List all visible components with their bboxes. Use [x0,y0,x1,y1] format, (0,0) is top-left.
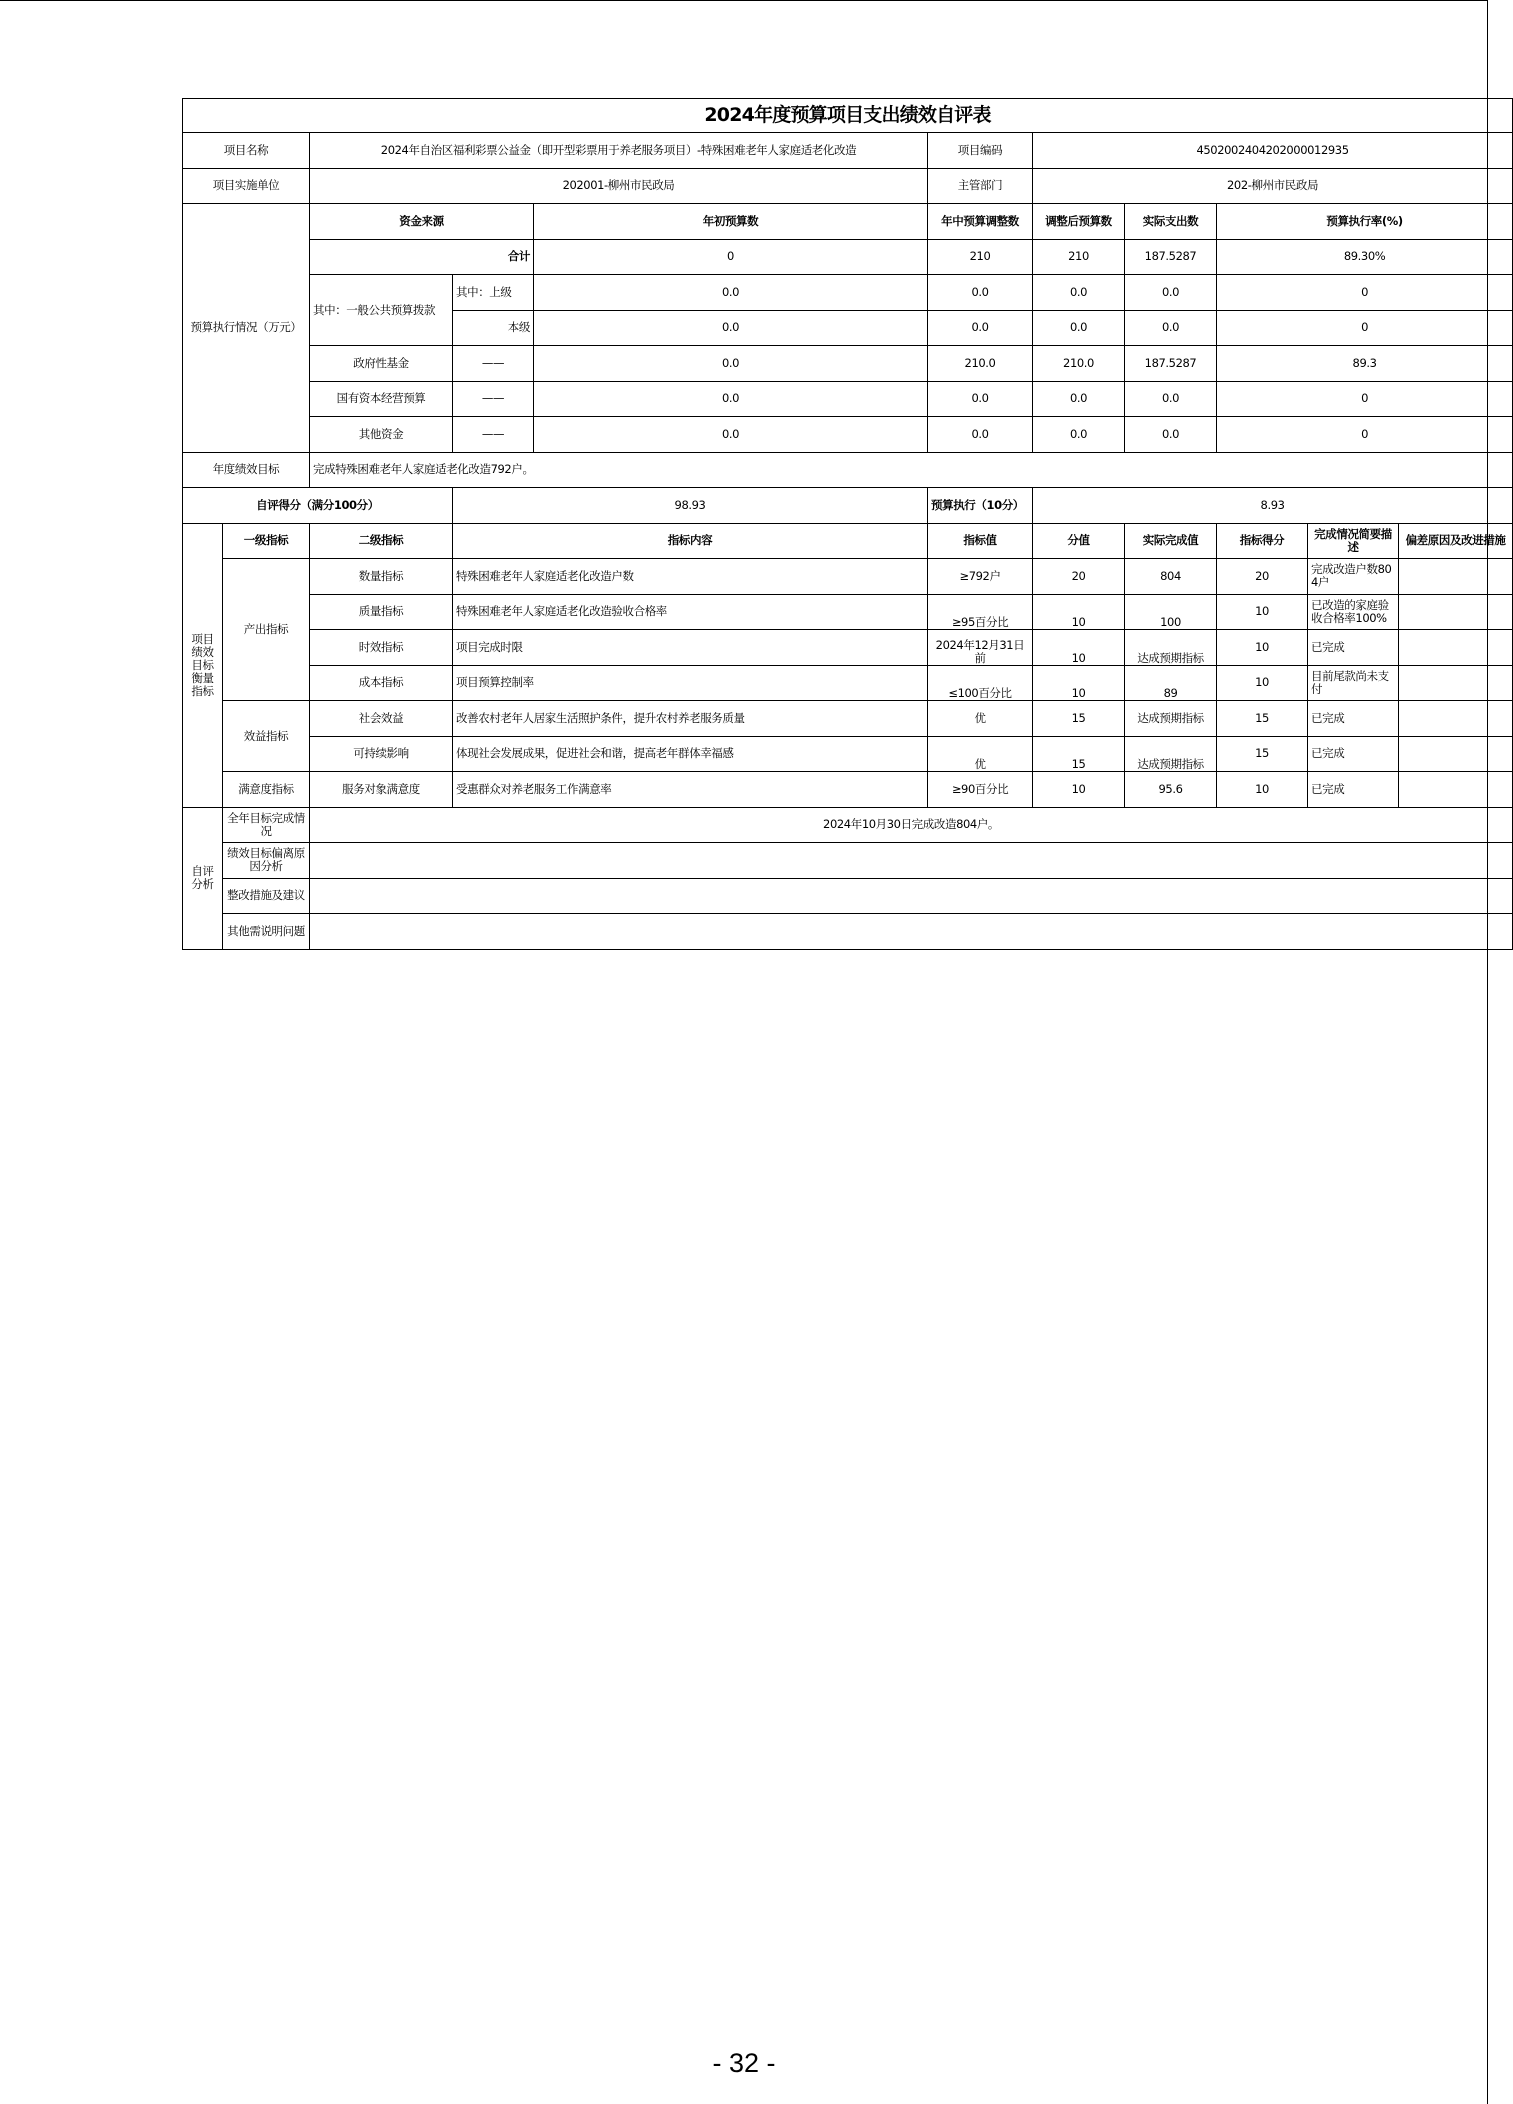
upper-initial: 0.0 [534,275,928,311]
analysis-row-text [310,878,1513,914]
ind-desc: 已完成 [1308,701,1399,737]
budget-header-source: 资金来源 [310,204,534,240]
ind-level2: 社会效益 [310,701,453,737]
local-actual: 0.0 [1125,310,1217,346]
ind-score: 20 [1217,559,1308,595]
budget-total-label: 合计 [310,239,534,275]
other-fund-rate: 0 [1217,417,1513,453]
satisfaction-indicator-label: 满意度指标 [223,772,310,808]
page-number: - 32 - [712,2048,776,2078]
analysis-section-label: 自评分析 [183,807,223,949]
state-capital-initial: 0.0 [534,381,928,417]
ind-target: ≥95百分比 [928,594,1033,630]
budget-total-adjust: 210 [928,239,1033,275]
state-capital-dash: —— [453,381,534,417]
ind-actual: 95.6 [1125,772,1217,808]
other-fund-adjusted: 0.0 [1033,417,1125,453]
ind-actual: 达成预期指标 [1125,736,1217,772]
ind-target: ≤100百分比 [928,665,1033,701]
project-code-label: 项目编码 [928,133,1033,169]
ind-content: 特殊困难老年人家庭适老化改造验收合格率 [453,594,928,630]
ind-score: 10 [1217,630,1308,666]
ind-content: 改善农村老年人居家生活照护条件，提升农村养老服务质量 [453,701,928,737]
ind-header-actual: 实际完成值 [1125,523,1217,559]
ind-header-target: 指标值 [928,523,1033,559]
ind-level2: 成本指标 [310,665,453,701]
dept-value: 202-柳州市民政局 [1033,168,1513,204]
other-fund-adjust: 0.0 [928,417,1033,453]
gov-fund-rate: 89.3 [1217,346,1513,382]
budget-header-adjust: 年中预算调整数 [928,204,1033,240]
budget-header-initial: 年初预算数 [534,204,928,240]
ind-header-weight: 分值 [1033,523,1125,559]
ind-actual: 89 [1125,665,1217,701]
gov-fund-label: 政府性基金 [310,346,453,382]
ind-level2: 质量指标 [310,594,453,630]
general-budget-label: 其中：一般公共预算拨款 [310,275,453,346]
budget-total-adjusted: 210 [1033,239,1125,275]
ind-weight: 20 [1033,559,1125,595]
project-unit: 202001-柳州市民政局 [310,168,928,204]
ind-target: 优 [928,701,1033,737]
local-adjust: 0.0 [928,310,1033,346]
ind-content: 项目预算控制率 [453,665,928,701]
indicator-section-label: 项目绩效目标衡量指标 [183,523,223,807]
upper-actual: 0.0 [1125,275,1217,311]
upper-adjust: 0.0 [928,275,1033,311]
upper-label: 其中：上级 [453,275,534,311]
gov-fund-initial: 0.0 [534,346,928,382]
local-label: 本级 [453,310,534,346]
ind-desc: 完成改造户数804户 [1308,559,1399,595]
table-title: 2024年度预算项目支出绩效自评表 [183,99,1513,133]
ind-score: 10 [1217,594,1308,630]
upper-adjusted: 0.0 [1033,275,1125,311]
ind-actual: 100 [1125,594,1217,630]
project-name: 2024年自治区福利彩票公益金（即开型彩票用于养老服务项目）-特殊困难老年人家庭适老化改造 [310,133,928,169]
budget-header-adjusted: 调整后预算数 [1033,204,1125,240]
ind-level2: 可持续影响 [310,736,453,772]
self-evaluation-table [182,98,1513,950]
ind-weight: 10 [1033,665,1125,701]
other-fund-actual: 0.0 [1125,417,1217,453]
table-row [183,772,1513,808]
ind-target: 2024年12月31日前 [928,630,1033,666]
ind-deviation [1399,665,1513,701]
ind-weight: 15 [1033,701,1125,737]
project-unit-label: 项目实施单位 [183,168,310,204]
annual-goal-text: 完成特殊困难老年人家庭适老化改造792户。 [310,452,1513,488]
ind-header-score: 指标得分 [1217,523,1308,559]
ind-score: 15 [1217,701,1308,737]
ind-weight: 10 [1033,630,1125,666]
ind-actual: 804 [1125,559,1217,595]
gov-fund-dash: —— [453,346,534,382]
state-capital-label: 国有资本经营预算 [310,381,453,417]
project-code: 4502002404202000012935 [1033,133,1513,169]
ind-header-level2: 二级指标 [310,523,453,559]
upper-rate: 0 [1217,275,1513,311]
budget-section-label: 预算执行情况（万元） [183,204,310,453]
ind-weight: 10 [1033,772,1125,808]
table-row [183,701,1513,737]
table-row [183,630,1513,666]
budget-total-initial: 0 [534,239,928,275]
output-indicator-label: 产出指标 [223,559,310,701]
state-capital-adjusted: 0.0 [1033,381,1125,417]
ind-deviation [1399,559,1513,595]
ind-desc: 已完成 [1308,630,1399,666]
analysis-row-label: 整改措施及建议 [223,878,310,914]
local-rate: 0 [1217,310,1513,346]
ind-desc: 已完成 [1308,772,1399,808]
ind-target: ≥90百分比 [928,772,1033,808]
analysis-row-text: 2024年10月30日完成改造804户。 [310,807,1513,843]
local-adjusted: 0.0 [1033,310,1125,346]
budget-exec-score-label: 预算执行（10分） [928,488,1033,524]
ind-deviation [1399,594,1513,630]
top-border-line [0,0,1488,1]
ind-deviation [1399,736,1513,772]
gov-fund-adjusted: 210.0 [1033,346,1125,382]
gov-fund-actual: 187.5287 [1125,346,1217,382]
table-row [183,559,1513,595]
ind-header-content: 指标内容 [453,523,928,559]
ind-score: 15 [1217,736,1308,772]
budget-total-rate: 89.30% [1217,239,1513,275]
annual-goal-label: 年度绩效目标 [183,452,310,488]
ind-level2: 时效指标 [310,630,453,666]
project-name-label: 项目名称 [183,133,310,169]
ind-weight: 10 [1033,594,1125,630]
state-capital-adjust: 0.0 [928,381,1033,417]
analysis-row-text [310,914,1513,950]
ind-deviation [1399,630,1513,666]
ind-content: 特殊困难老年人家庭适老化改造户数 [453,559,928,595]
self-score-value: 98.93 [453,488,928,524]
table-row [183,594,1513,630]
ind-level2: 数量指标 [310,559,453,595]
ind-content: 体现社会发展成果，促进社会和谐，提高老年群体幸福感 [453,736,928,772]
local-initial: 0.0 [534,310,928,346]
other-fund-initial: 0.0 [534,417,928,453]
self-score-label: 自评得分（满分100分） [183,488,453,524]
ind-desc: 目前尾款尚未支付 [1308,665,1399,701]
ind-weight: 15 [1033,736,1125,772]
budget-header-actual: 实际支出数 [1125,204,1217,240]
analysis-row-text [310,843,1513,879]
budget-total-actual: 187.5287 [1125,239,1217,275]
ind-deviation [1399,772,1513,808]
ind-level2: 服务对象满意度 [310,772,453,808]
ind-header-deviation: 偏差原因及改进措施 [1399,523,1513,559]
ind-score: 10 [1217,772,1308,808]
budget-header-rate: 预算执行率(%) [1217,204,1513,240]
ind-desc: 已完成 [1308,736,1399,772]
ind-actual: 达成预期指标 [1125,630,1217,666]
dept-label: 主管部门 [928,168,1033,204]
ind-actual: 达成预期指标 [1125,701,1217,737]
ind-score: 10 [1217,665,1308,701]
state-capital-actual: 0.0 [1125,381,1217,417]
state-capital-rate: 0 [1217,381,1513,417]
ind-content: 项目完成时限 [453,630,928,666]
ind-deviation [1399,701,1513,737]
analysis-row-label: 其他需说明问题 [223,914,310,950]
budget-exec-score-value: 8.93 [1033,488,1513,524]
ind-target: 优 [928,736,1033,772]
table-row [183,736,1513,772]
ind-content: 受惠群众对养老服务工作满意率 [453,772,928,808]
gov-fund-adjust: 210.0 [928,346,1033,382]
other-fund-dash: —— [453,417,534,453]
other-fund-label: 其他资金 [310,417,453,453]
table-row [183,665,1513,701]
benefit-indicator-label: 效益指标 [223,701,310,772]
ind-header-level1: 一级指标 [223,523,310,559]
analysis-row-label: 绩效目标偏离原因分析 [223,843,310,879]
ind-desc: 已改造的家庭验收合格率100% [1308,594,1399,630]
analysis-row-label: 全年目标完成情况 [223,807,310,843]
ind-header-desc: 完成情况简要描述 [1308,523,1399,559]
ind-target: ≥792户 [928,559,1033,595]
